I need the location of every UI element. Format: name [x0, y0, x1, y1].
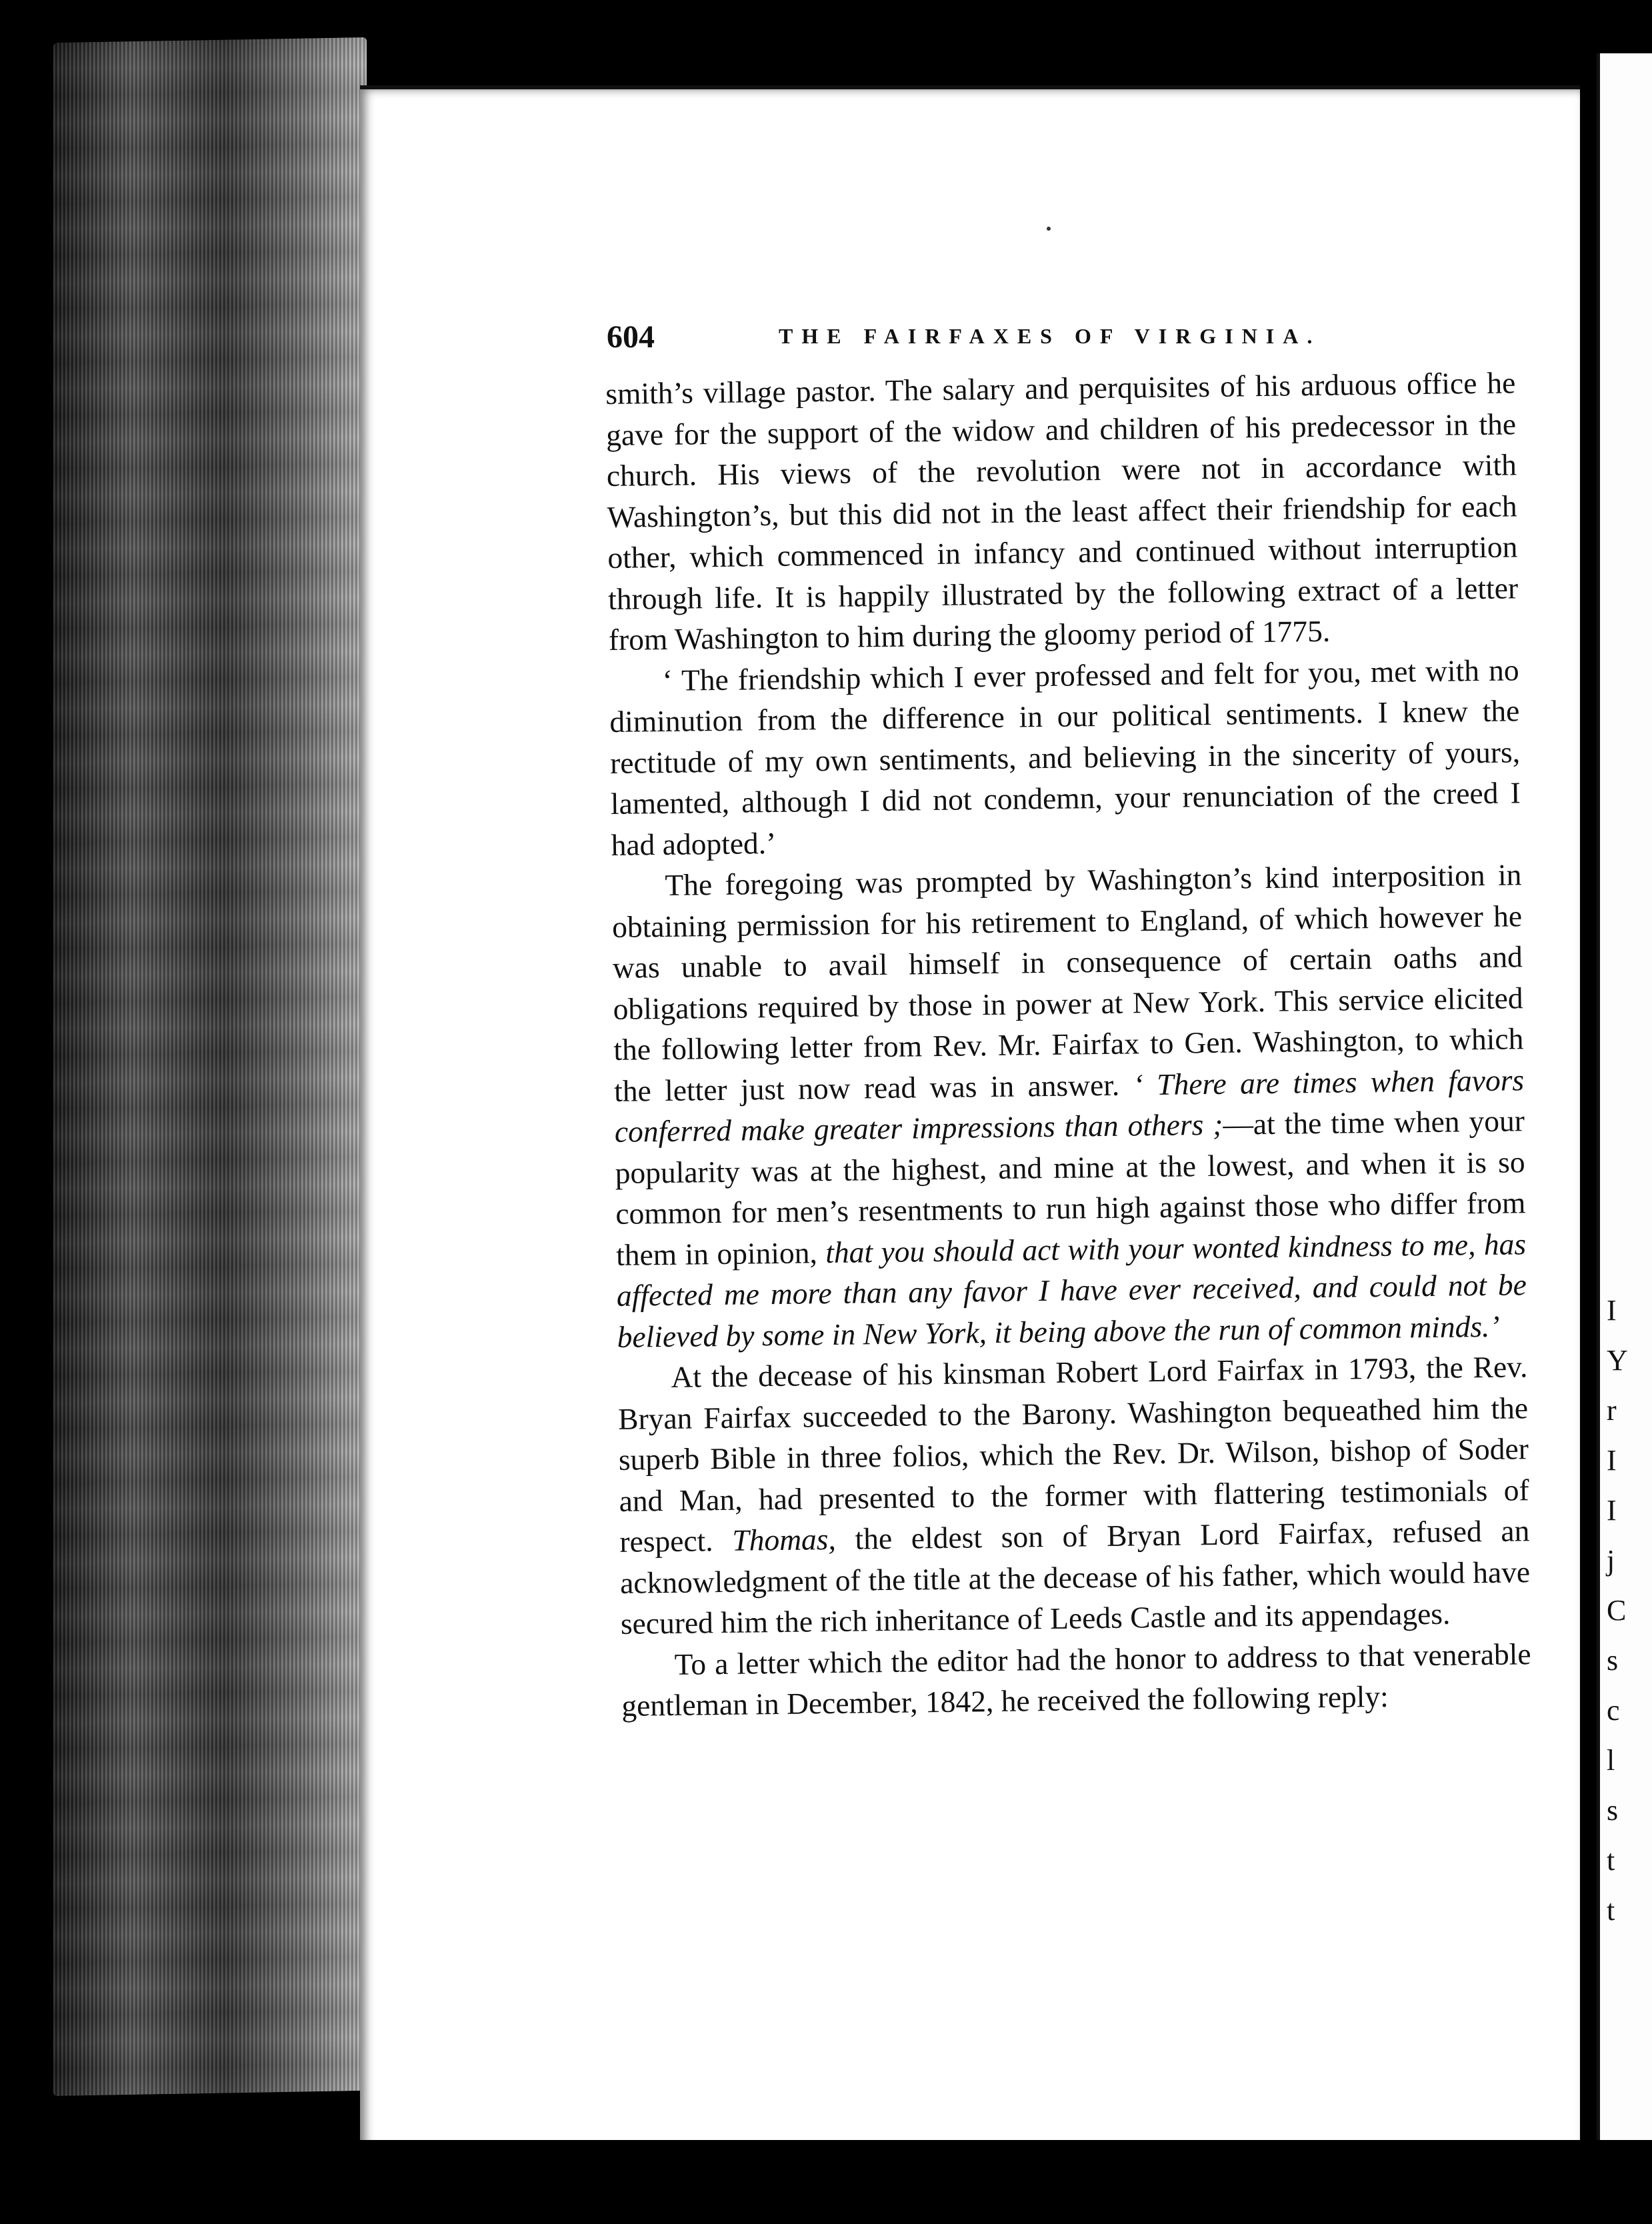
paragraph-4 [617, 1346, 1531, 1644]
running-title: THE FAIRFAXES OF VIRGINIA. [779, 324, 1321, 348]
paragraph-3-text-cont: —at the time when your popularity was at the highest, and mine at the lowest, and when it is so common for men’s resentments to run high against those who differ from them in opinion, [615, 1103, 1526, 1272]
facing-page-letter: I [1607, 1494, 1617, 1527]
page-number: 604 [607, 319, 655, 355]
page-header [607, 319, 1347, 365]
facing-page-letter: I [1607, 1444, 1617, 1477]
paragraph-4-text-cont: the eldest son of Bryan Lord Fairfax, refused an acknowledgment of the title at the decease of his father, which would have secured him the rich inheritance of Leeds Castle and its appendages. [619, 1513, 1531, 1641]
paragraph-3-text: The foregoing was prompted by Washington’s kind interposition in obtaining permission for his retirement to England, of which however he was unable to avail himself in consequence of certain oaths and obligations required by those in power at New York. This service elicited the following letter from Rev. Mr. Fairfax to Gen. Washington, to which the letter just now read was in answer. [611, 857, 1524, 1108]
facing-page-letter: j [1607, 1544, 1615, 1577]
facing-page-letter: I [1607, 1294, 1617, 1327]
paragraph-3 [611, 854, 1527, 1357]
paragraph-2-quotation: ‘ The friendship which I ever professed and felt for you, met with no diminution from the difference in our political sentiments. I knew the rectitude of my own sentiments, and believing in the sincerity of yours, lamented, although I did not condemn, your renunciation of the creed I had adopted.’ [609, 652, 1521, 862]
facing-page-letter: s [1607, 1644, 1619, 1677]
page-block-edge [53, 37, 367, 2096]
facing-page-letter: t [1607, 1844, 1615, 1877]
paragraph-4-italic-name: Thomas, [732, 1521, 837, 1557]
scan-bottom-shadow [0, 2140, 1652, 2224]
facing-page-letter: r [1607, 1394, 1617, 1427]
paragraph-5: To a letter which the editor had the honor to address to that venerable gentleman in December, 1842, he received the following reply: [621, 1636, 1531, 1723]
facing-page-letter: l [1607, 1744, 1615, 1777]
facing-page-letter: Y [1607, 1344, 1628, 1377]
paragraph-3-italic-close: that you should act with your wonted kindness to me, has affected me more than any favor I have ever received, and could not be believed by some in New York, it being above the run of common minds.’ [616, 1226, 1527, 1354]
facing-page-letter: t [1607, 1894, 1615, 1927]
paragraph-4-text: At the decease of his kinsman Robert Lord Fairfax in 1793, the Rev. Bryan Fairfax succeeded to the Barony. Washington bequeathed him the superb Bible in three folios, which the Rev. Dr. Wilson, bishop of Soder and Man, had presented to the former with flattering testimonials of respect. [617, 1349, 1529, 1559]
paragraph-1: smith’s village pastor. The salary and perquisites of his arduous office he gave for the support of the widow and children of his predecessor in the church. His views of the revolution were not in accordance with Washington’s, but this did not in the least affect their friendship for each other, which commenced in infancy and continued without interruption through life. It is happily illustrated by the following extract of a letter from Washington to him during the gloomy period of 1775. [605, 365, 1519, 657]
paragraph-3-italic-quote: ‘ There are times when favors conferred make greater impressions than others ; [614, 1062, 1525, 1149]
facing-page-letter: C [1607, 1594, 1627, 1627]
facing-page-letter: s [1607, 1794, 1619, 1827]
ink-speck [1047, 227, 1051, 231]
facing-page-edge [1597, 53, 1652, 2187]
body-text [605, 362, 1532, 1726]
facing-page-letter: c [1607, 1694, 1620, 1727]
